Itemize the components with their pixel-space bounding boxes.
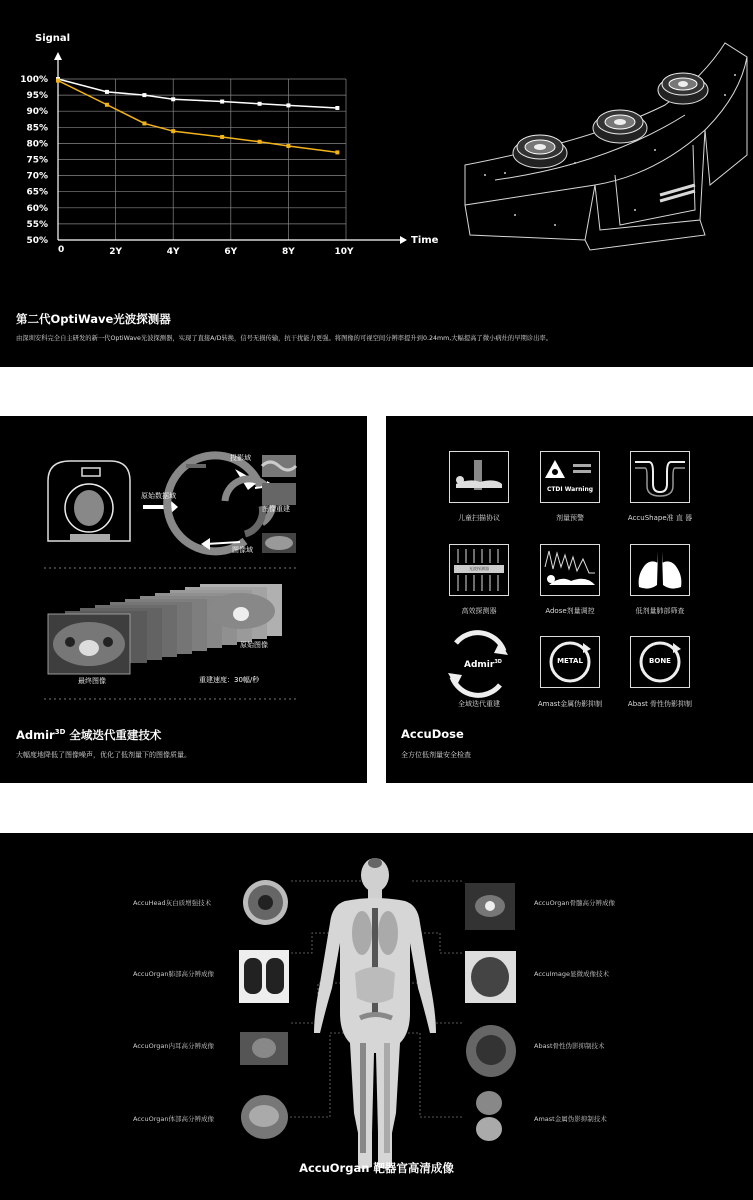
detector-gantry-illustration	[455, 35, 753, 265]
data-point	[142, 121, 146, 125]
label-abast: Abast 骨性伪影抑制	[627, 700, 693, 708]
label-adose: Adose剂量调控	[545, 607, 595, 615]
lung-icon	[630, 544, 690, 596]
metal-icon: METAL	[540, 636, 600, 688]
x-tick-label: 6Y	[224, 247, 238, 257]
y-tick-label: 55%	[26, 219, 48, 230]
detector-module-1	[513, 135, 567, 168]
y-tick-label: 50%	[26, 236, 48, 246]
admir-icon-text: Admir$^{3D}$	[464, 659, 502, 670]
data-point	[171, 97, 175, 101]
image-stack	[48, 584, 282, 674]
series-line-2	[58, 81, 337, 153]
label-accuhead: AccuHead灰白质增强技术	[133, 899, 212, 907]
x-tick-label: 8Y	[282, 247, 295, 257]
label-lung-hr: AccuOrgan肺部高分辨成像	[133, 970, 215, 978]
x-axis-arrow	[400, 236, 407, 244]
label-image-domain: 图像域	[232, 546, 253, 554]
accudose-panel	[386, 416, 753, 783]
x-tick-label: 4Y	[166, 247, 180, 257]
data-point	[105, 90, 109, 94]
data-point	[142, 93, 146, 97]
ct-scanner-illustration	[48, 461, 130, 542]
scan-body	[241, 1095, 288, 1139]
detector-panel	[0, 0, 753, 367]
section2-description: 大幅度地降低了图像噪声，优化了低剂量下的图像质量。	[16, 751, 191, 759]
label-detector: 高效探测器	[461, 607, 497, 615]
ctdi-warning-icon: CTDI Warning	[540, 451, 600, 503]
scan-lung	[239, 950, 289, 1003]
scan-head	[243, 880, 288, 925]
y-tick-label: 70%	[26, 171, 48, 182]
label-amast: Amast金属伪影抑制技术	[534, 1115, 607, 1123]
data-point	[56, 79, 60, 83]
x-tick-label: 2Y	[109, 247, 122, 257]
body-connectors	[0, 833, 753, 1200]
label-reconstruction-speed: 重建速度：30幅/秒	[199, 676, 260, 684]
y-axis-arrow	[54, 52, 62, 60]
scan-inner-ear	[240, 1032, 288, 1065]
label-image-reconstruction: 图像重建	[262, 505, 290, 513]
data-point	[335, 106, 339, 110]
y-tick-label: 85%	[26, 123, 48, 134]
child-scan-icon	[449, 451, 509, 503]
label-inner-ear-hr: AccuOrgan内耳高分辨成像	[133, 1042, 215, 1050]
series-line-1	[58, 79, 337, 108]
x-tick-label: 10Y	[334, 247, 354, 257]
detector-icon: 光波探测器	[449, 544, 509, 596]
label-full-iterative: 全域迭代重建	[458, 700, 500, 708]
label-lung-screening: 低剂量肺部筛查	[635, 607, 685, 615]
scan-metal-artifact	[474, 1089, 506, 1143]
data-point	[171, 129, 175, 133]
data-point	[220, 100, 224, 104]
data-point	[258, 102, 262, 106]
bone-icon: BONE	[630, 636, 690, 688]
y-tick-label: 60%	[26, 203, 48, 214]
section4-title: AccuOrgan 靶器官高清成像	[299, 1161, 454, 1175]
label-amast: Amast金属伪影抑制	[537, 700, 603, 708]
data-point	[335, 150, 339, 154]
y-axis-label: Signal	[35, 33, 71, 44]
y-tick-label: 95%	[26, 91, 48, 102]
y-tick-label: 100%	[20, 75, 48, 85]
label-original-image: 原始图像	[240, 641, 268, 649]
label-accuimage: AccuImage显微成像技术	[534, 970, 609, 978]
section3-description: 全方位低剂量安全检查	[401, 751, 471, 759]
detector-module-2	[593, 110, 647, 143]
x-axis-label: Time	[411, 235, 439, 246]
scan-microscopic	[465, 951, 516, 1003]
label-projection-domain: 投影域	[230, 454, 251, 462]
data-point	[286, 103, 290, 107]
y-tick-label: 65%	[26, 187, 48, 198]
admir-diagram	[0, 416, 367, 716]
scan-bone-artifact	[466, 1025, 516, 1077]
label-raw-data-domain: 原始数据域	[141, 492, 176, 500]
label-accushape: AccuShape准 直 器	[627, 514, 693, 522]
scan-bone-marrow	[465, 883, 515, 930]
accuorgan-panel	[0, 833, 753, 1200]
label-body-hr: AccuOrgan体部高分辨成像	[133, 1115, 215, 1123]
arrow-icon	[143, 500, 178, 514]
label-bone-marrow-hr: AccuOrgan骨髓高分辨成像	[534, 899, 616, 907]
section3-title: AccuDose	[401, 727, 464, 741]
data-point	[105, 103, 109, 107]
detector-module-3	[658, 73, 708, 104]
section1-title: 第二代OptiWave光波探测器	[16, 312, 171, 326]
label-child-scan: 儿童扫描协议	[458, 514, 500, 522]
label-dose-warning: 剂量预警	[556, 514, 584, 522]
human-body-illustration	[314, 858, 436, 1169]
dose-modulation-icon	[540, 544, 600, 596]
data-point	[220, 135, 224, 139]
data-point	[286, 144, 290, 148]
y-tick-label: 75%	[26, 155, 48, 166]
label-final-image: 最终图像	[78, 677, 106, 685]
section2-title: Admir$^{3D}$ 全域迭代重建技术	[16, 728, 162, 742]
admir-panel	[0, 416, 367, 783]
label-abast: Abast骨性伪影抑制技术	[534, 1042, 605, 1050]
data-point	[258, 140, 262, 144]
y-tick-label: 80%	[26, 139, 48, 150]
collimator-icon	[630, 451, 690, 503]
y-tick-label: 90%	[26, 107, 48, 118]
x-tick-label: 0	[58, 245, 65, 255]
section1-description: 由深圳安科完全自主研发的新一代OptiWave光波探测器，实现了直接A/D转换，信号无损传输，抗干扰能力更强。将图像的可视空间分辨率提升到0.24mm,大幅提高了微小病灶的早期诊出率。	[16, 335, 552, 342]
